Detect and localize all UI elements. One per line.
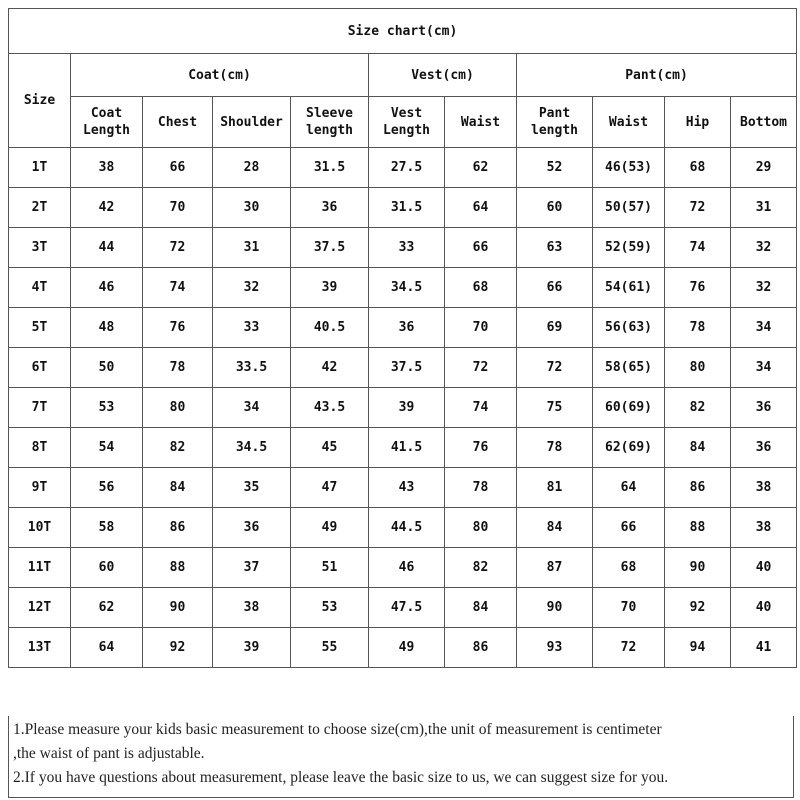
- cell-bottom: 34: [731, 308, 797, 348]
- cell-sleeve: 43.5: [291, 388, 369, 428]
- cell-vest-length: 27.5: [369, 148, 445, 188]
- cell-shoulder: 34: [213, 388, 291, 428]
- cell-pant-length: 90: [517, 588, 593, 628]
- cell-bottom: 32: [731, 228, 797, 268]
- hip-header: Hip: [665, 97, 731, 148]
- cell-vest-length: 37.5: [369, 348, 445, 388]
- cell-coat-length: 58: [71, 508, 143, 548]
- cell-coat-length: 60: [71, 548, 143, 588]
- cell-shoulder: 28: [213, 148, 291, 188]
- table-row: [9, 388, 797, 428]
- coat-length-header-line1: Coat: [90, 106, 123, 121]
- cell-pant-length: 60: [517, 188, 593, 228]
- note-2: 2.If you have questions about measurement, please leave the basic size to us, we can suggest size for you.: [13, 769, 669, 786]
- cell-bottom: 38: [731, 508, 797, 548]
- cell-coat-length: 46: [71, 268, 143, 308]
- cell-coat-length: 54: [71, 428, 143, 468]
- vest-length-header-line1: Vest: [390, 106, 423, 121]
- size-label-cell: 2T: [9, 188, 71, 228]
- size-header: Size: [9, 54, 71, 148]
- coat-length-header-line2: Length: [83, 123, 130, 138]
- cell-vest-length: 47.5: [369, 588, 445, 628]
- cell-bottom: 29: [731, 148, 797, 188]
- vest-length-header-line2: Length: [383, 123, 430, 138]
- cell-shoulder: 30: [213, 188, 291, 228]
- cell-pant-length: 69: [517, 308, 593, 348]
- cell-vest-length: 31.5: [369, 188, 445, 228]
- chart-title: Size chart(cm): [9, 9, 797, 54]
- size-label-cell: 10T: [9, 508, 71, 548]
- sleeve-length-header-line1: Sleeve: [306, 106, 353, 121]
- cell-chest: 80: [143, 388, 213, 428]
- cell-pant-waist: 62(69): [593, 428, 665, 468]
- size-chart-table: [8, 8, 797, 668]
- pant-length-header: [517, 97, 593, 148]
- cell-pant-waist: 56(63): [593, 308, 665, 348]
- cell-bottom: 41: [731, 628, 797, 668]
- cell-sleeve: 37.5: [291, 228, 369, 268]
- cell-hip: 74: [665, 228, 731, 268]
- chest-header: Chest: [143, 97, 213, 148]
- cell-vest-length: 39: [369, 388, 445, 428]
- cell-shoulder: 34.5: [213, 428, 291, 468]
- cell-coat-length: 48: [71, 308, 143, 348]
- cell-bottom: 38: [731, 468, 797, 508]
- cell-bottom: 32: [731, 268, 797, 308]
- cell-pant-length: 81: [517, 468, 593, 508]
- table-row: [9, 148, 797, 188]
- cell-vest-waist: 72: [445, 348, 517, 388]
- cell-vest-length: 46: [369, 548, 445, 588]
- size-label-cell: 8T: [9, 428, 71, 468]
- cell-bottom: 40: [731, 588, 797, 628]
- cell-hip: 68: [665, 148, 731, 188]
- cell-coat-length: 64: [71, 628, 143, 668]
- cell-chest: 86: [143, 508, 213, 548]
- note-1: 1.Please measure your kids basic measurement to choose size(cm),the unit of measurement is centimeter: [13, 721, 662, 738]
- cell-chest: 92: [143, 628, 213, 668]
- cell-shoulder: 35: [213, 468, 291, 508]
- cell-vest-length: 36: [369, 308, 445, 348]
- table-row: [9, 188, 797, 228]
- cell-hip: 94: [665, 628, 731, 668]
- cell-pant-length: 52: [517, 148, 593, 188]
- cell-shoulder: 33: [213, 308, 291, 348]
- cell-chest: 66: [143, 148, 213, 188]
- table-row: [9, 628, 797, 668]
- cell-pant-length: 63: [517, 228, 593, 268]
- table-row: [9, 228, 797, 268]
- cell-sleeve: 55: [291, 628, 369, 668]
- cell-pant-length: 93: [517, 628, 593, 668]
- cell-vest-waist: 86: [445, 628, 517, 668]
- cell-chest: 72: [143, 228, 213, 268]
- cell-pant-length: 84: [517, 508, 593, 548]
- cell-pant-waist: 68: [593, 548, 665, 588]
- table-row: [9, 468, 797, 508]
- cell-coat-length: 42: [71, 188, 143, 228]
- table-row: [9, 348, 797, 388]
- cell-vest-length: 43: [369, 468, 445, 508]
- sleeve-length-header-line2: length: [306, 123, 353, 138]
- pant-group-header: Pant(cm): [517, 54, 797, 97]
- group-header-row: [9, 54, 797, 97]
- cell-sleeve: 39: [291, 268, 369, 308]
- size-label-cell: 12T: [9, 588, 71, 628]
- cell-vest-waist: 68: [445, 268, 517, 308]
- notes: [8, 716, 794, 798]
- column-header-row: [9, 97, 797, 148]
- cell-chest: 78: [143, 348, 213, 388]
- table-row: [9, 268, 797, 308]
- cell-bottom: 36: [731, 428, 797, 468]
- cell-chest: 90: [143, 588, 213, 628]
- vest-group-header: Vest(cm): [369, 54, 517, 97]
- size-label-cell: 9T: [9, 468, 71, 508]
- size-label-cell: 6T: [9, 348, 71, 388]
- cell-hip: 90: [665, 548, 731, 588]
- cell-coat-length: 56: [71, 468, 143, 508]
- cell-vest-waist: 64: [445, 188, 517, 228]
- cell-bottom: 34: [731, 348, 797, 388]
- cell-coat-length: 62: [71, 588, 143, 628]
- cell-vest-waist: 78: [445, 468, 517, 508]
- cell-coat-length: 38: [71, 148, 143, 188]
- cell-vest-length: 44.5: [369, 508, 445, 548]
- vest-length-header: [369, 97, 445, 148]
- cell-sleeve: 53: [291, 588, 369, 628]
- cell-shoulder: 33.5: [213, 348, 291, 388]
- cell-coat-length: 53: [71, 388, 143, 428]
- cell-vest-length: 33: [369, 228, 445, 268]
- size-label-cell: 7T: [9, 388, 71, 428]
- size-label-cell: 13T: [9, 628, 71, 668]
- cell-hip: 92: [665, 588, 731, 628]
- cell-vest-waist: 80: [445, 508, 517, 548]
- vest-waist-header: Waist: [445, 97, 517, 148]
- bottom-header: Bottom: [731, 97, 797, 148]
- cell-bottom: 31: [731, 188, 797, 228]
- pant-length-header-line2: length: [531, 123, 578, 138]
- cell-vest-waist: 66: [445, 228, 517, 268]
- table-row: [9, 428, 797, 468]
- cell-pant-length: 87: [517, 548, 593, 588]
- cell-pant-waist: 58(65): [593, 348, 665, 388]
- cell-shoulder: 36: [213, 508, 291, 548]
- cell-hip: 84: [665, 428, 731, 468]
- sleeve-length-header: [291, 97, 369, 148]
- cell-hip: 86: [665, 468, 731, 508]
- cell-hip: 72: [665, 188, 731, 228]
- cell-pant-waist: 46(53): [593, 148, 665, 188]
- cell-sleeve: 45: [291, 428, 369, 468]
- cell-pant-waist: 72: [593, 628, 665, 668]
- cell-shoulder: 38: [213, 588, 291, 628]
- cell-sleeve: 31.5: [291, 148, 369, 188]
- cell-pant-waist: 64: [593, 468, 665, 508]
- note-1-continued: ,the waist of pant is adjustable.: [13, 745, 205, 762]
- cell-hip: 76: [665, 268, 731, 308]
- cell-hip: 82: [665, 388, 731, 428]
- cell-sleeve: 49: [291, 508, 369, 548]
- cell-pant-length: 78: [517, 428, 593, 468]
- size-chart-container: [8, 8, 796, 798]
- pant-waist-header: Waist: [593, 97, 665, 148]
- cell-sleeve: 42: [291, 348, 369, 388]
- size-rows: [9, 148, 797, 668]
- cell-pant-waist: 60(69): [593, 388, 665, 428]
- cell-pant-waist: 50(57): [593, 188, 665, 228]
- cell-sleeve: 40.5: [291, 308, 369, 348]
- pant-length-header-line1: Pant: [538, 106, 571, 121]
- size-label-cell: 3T: [9, 228, 71, 268]
- cell-vest-waist: 70: [445, 308, 517, 348]
- cell-chest: 74: [143, 268, 213, 308]
- cell-vest-length: 34.5: [369, 268, 445, 308]
- cell-pant-waist: 54(61): [593, 268, 665, 308]
- size-label-cell: 1T: [9, 148, 71, 188]
- title-row: [9, 9, 797, 54]
- cell-pant-waist: 66: [593, 508, 665, 548]
- cell-coat-length: 50: [71, 348, 143, 388]
- cell-chest: 70: [143, 188, 213, 228]
- cell-vest-waist: 84: [445, 588, 517, 628]
- cell-vest-length: 49: [369, 628, 445, 668]
- cell-chest: 88: [143, 548, 213, 588]
- cell-vest-waist: 76: [445, 428, 517, 468]
- size-label-cell: 5T: [9, 308, 71, 348]
- cell-chest: 82: [143, 428, 213, 468]
- cell-hip: 78: [665, 308, 731, 348]
- cell-pant-length: 75: [517, 388, 593, 428]
- cell-vest-length: 41.5: [369, 428, 445, 468]
- cell-pant-waist: 70: [593, 588, 665, 628]
- cell-pant-length: 72: [517, 348, 593, 388]
- cell-vest-waist: 82: [445, 548, 517, 588]
- table-row: [9, 588, 797, 628]
- cell-coat-length: 44: [71, 228, 143, 268]
- cell-shoulder: 31: [213, 228, 291, 268]
- cell-hip: 88: [665, 508, 731, 548]
- cell-shoulder: 39: [213, 628, 291, 668]
- cell-shoulder: 32: [213, 268, 291, 308]
- cell-vest-waist: 62: [445, 148, 517, 188]
- cell-sleeve: 36: [291, 188, 369, 228]
- cell-chest: 76: [143, 308, 213, 348]
- table-row: [9, 508, 797, 548]
- coat-length-header: [71, 97, 143, 148]
- cell-hip: 80: [665, 348, 731, 388]
- cell-bottom: 36: [731, 388, 797, 428]
- cell-shoulder: 37: [213, 548, 291, 588]
- cell-pant-waist: 52(59): [593, 228, 665, 268]
- cell-chest: 84: [143, 468, 213, 508]
- cell-sleeve: 47: [291, 468, 369, 508]
- cell-sleeve: 51: [291, 548, 369, 588]
- table-row: [9, 308, 797, 348]
- table-row: [9, 548, 797, 588]
- coat-group-header: Coat(cm): [71, 54, 369, 97]
- shoulder-header: Shoulder: [213, 97, 291, 148]
- size-label-cell: 11T: [9, 548, 71, 588]
- cell-pant-length: 66: [517, 268, 593, 308]
- size-label-cell: 4T: [9, 268, 71, 308]
- cell-bottom: 40: [731, 548, 797, 588]
- cell-vest-waist: 74: [445, 388, 517, 428]
